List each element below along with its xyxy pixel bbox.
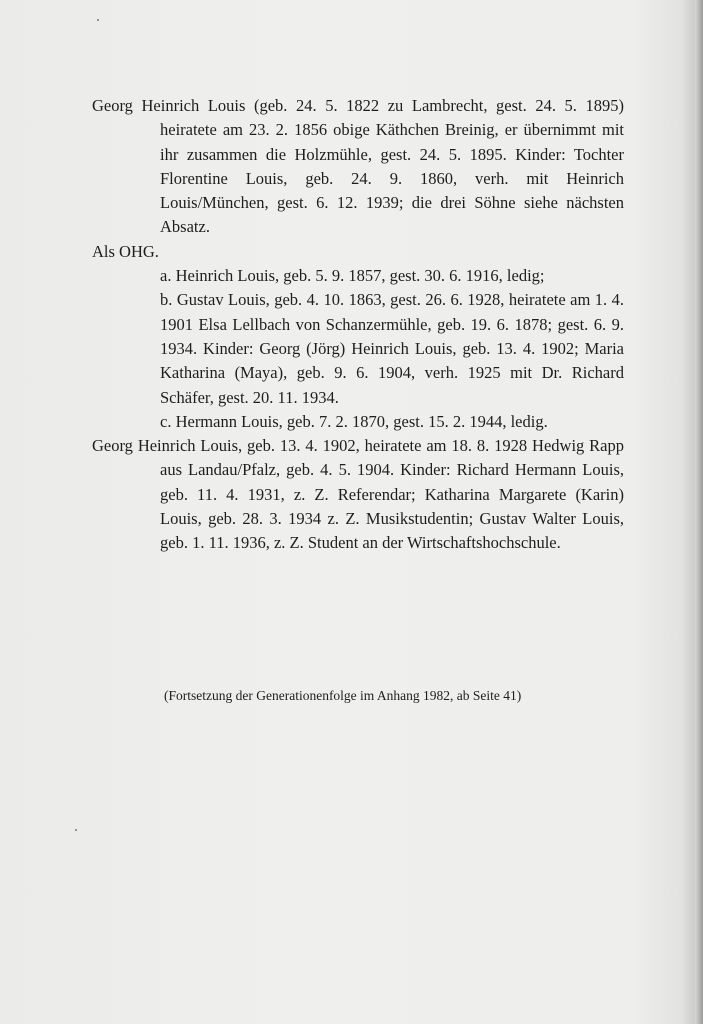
paper-speck: [75, 829, 77, 831]
entry-georg-heinrich-1822: Georg Heinrich Louis (geb. 24. 5. 1822 zu Lambrecht, gest. 24. 5. 1895) heiratete am 23. 2. 1856 obige Käthchen Breinig, er übernimmt mit ihr zusammen die Holzmühle, gest. 24. 5. 1895. Kinder: Tochter Florentine Louis, geb. 24. 9. 1860, verh. mit Heinrich Louis/München, gest. 6. 12. 1939; die drei Söhne siehe nächsten Absatz.: [92, 96, 624, 237]
entry-georg-heinrich-1902: Georg Heinrich Louis, geb. 13. 4. 1902, heiratete am 18. 8. 1928 Hedwig Rapp aus Landau/Pfalz, geb. 4. 5. 1904. Kinder: Richard Hermann Louis, geb. 11. 4. 1931, z. Z. Referendar; Katharina Margarete (Karin) Louis, geb. 28. 3. 1934 z. Z. Musikstudentin; Gustav Walter Louis, geb. 1. 11. 1936, z. Z. Student an der Wirtschaftshochschule.: [92, 436, 624, 553]
continuation-note: (Fortsetzung der Generationenfolge im Anhang 1982, ab Seite 41): [164, 688, 522, 703]
page-edge-shadow: [695, 0, 703, 1024]
genealogy-text: [92, 94, 624, 556]
paper-speck: [97, 19, 99, 21]
ohg-heading: Als OHG.: [92, 241, 159, 261]
ohg-item-a: a. Heinrich Louis, geb. 5. 9. 1857, gest. 30. 6. 1916, ledig;: [160, 266, 545, 286]
ohg-item-c: c. Hermann Louis, geb. 7. 2. 1870, gest. 15. 2. 1944, ledig.: [160, 411, 548, 431]
ohg-item-b: b. Gustav Louis, geb. 4. 10. 1863, gest. 26. 6. 1928, heiratete am 1. 4. 1901 Elsa Lellbach von Schanzermühle, geb. 19. 6. 1878; gest. 6. 9. 1934. Kinder: Georg (Jörg) Heinrich Louis, geb. 13. 4. 1902; Maria Katharina (Maya), geb. 9. 6. 1904, verh. 1925 mit Dr. Richard Schäfer, gest. 20. 11. 1934.: [160, 290, 624, 407]
